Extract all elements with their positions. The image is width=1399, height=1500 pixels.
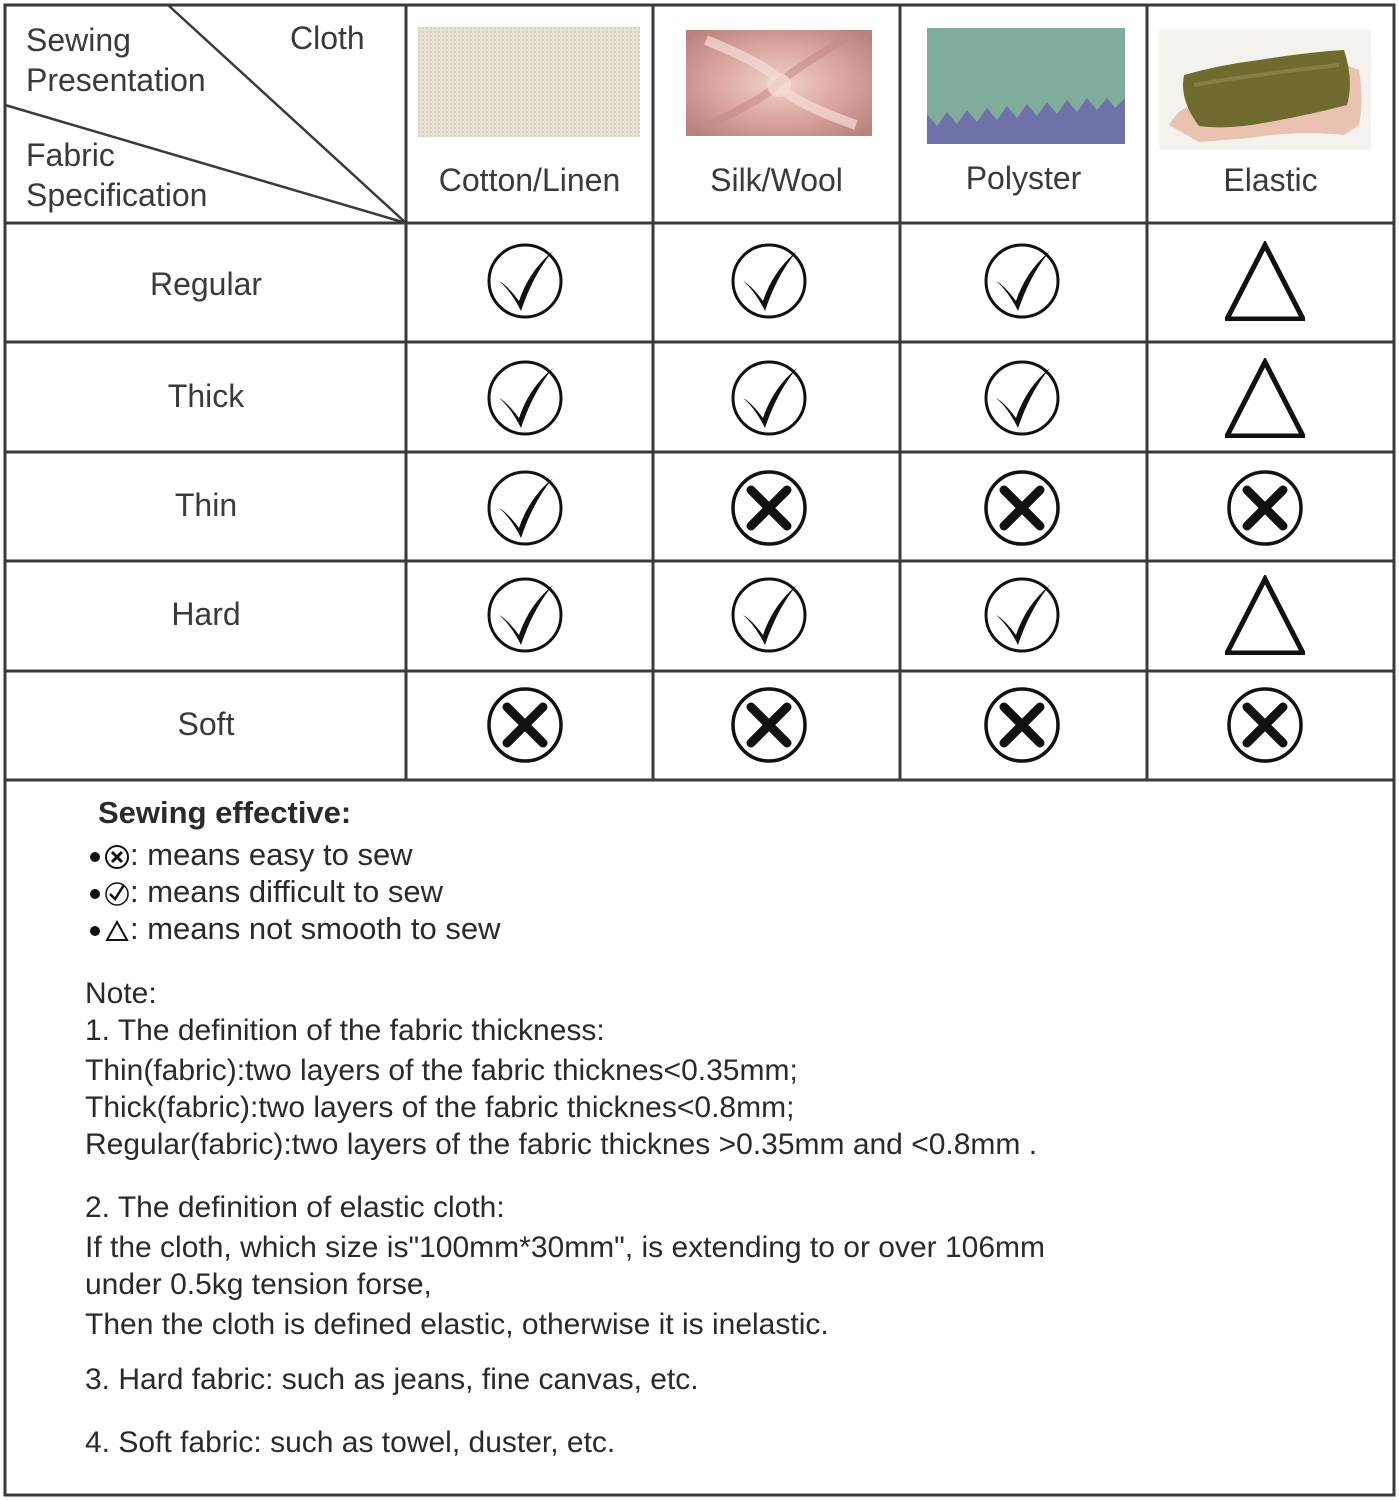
note-line: If the cloth, which size is"100mm*30mm", is extending to or over 106mm — [85, 1231, 1046, 1264]
cross-circle-icon — [1225, 685, 1305, 765]
notes-heading: Note: — [85, 977, 157, 1010]
cross-circle-icon — [485, 685, 565, 765]
row-label-regular: Regular — [149, 266, 263, 302]
check-circle-icon — [729, 358, 809, 438]
check-circle-icon — [104, 881, 130, 907]
column-label-polyester: Polyster — [965, 160, 1082, 196]
column-label-cotton-linen: Cotton/Linen — [438, 162, 621, 198]
bullet-icon — [90, 926, 100, 936]
cotton-linen-swatch — [418, 27, 640, 137]
note-line: Thin(fabric):two layers of the fabric thicknes<0.35mm; — [85, 1054, 798, 1087]
corner-top-left-label: Sewing Presentation — [26, 22, 206, 98]
column-label-elastic: Elastic — [1223, 162, 1318, 198]
cross-circle-icon — [1225, 468, 1305, 548]
elastic-swatch — [1159, 30, 1371, 150]
row-label-thick: Thick — [167, 378, 245, 414]
cross-circle-icon — [729, 685, 809, 765]
check-circle-icon — [485, 468, 565, 548]
cross-circle-icon — [729, 468, 809, 548]
note-line: Then the cloth is defined elastic, otherwise it is inelastic. — [85, 1308, 829, 1341]
cross-circle-icon — [104, 844, 130, 870]
note-line: 3. Hard fabric: such as jeans, fine canvas, etc. — [85, 1363, 699, 1396]
bullet-icon — [90, 852, 100, 862]
legend-item-difficult — [90, 874, 443, 912]
triangle-icon — [1225, 241, 1305, 321]
bullet-icon — [90, 889, 100, 899]
corner-top-right-label: Cloth — [290, 20, 365, 56]
row-label-hard: Hard — [171, 596, 241, 632]
check-circle-icon — [982, 241, 1062, 321]
legend-text-not-smooth: : means not smooth to sew — [130, 911, 501, 946]
check-circle-icon — [485, 575, 565, 655]
triangle-icon — [1225, 358, 1305, 438]
triangle-icon — [1225, 575, 1305, 655]
legend-text-difficult: : means difficult to sew — [130, 874, 444, 909]
note-line: 4. Soft fabric: such as towel, duster, etc. — [85, 1426, 616, 1459]
check-circle-icon — [485, 358, 565, 438]
triangle-icon — [104, 918, 130, 944]
row-label-soft: Soft — [177, 706, 235, 742]
column-label-silk-wool: Silk/Wool — [710, 162, 843, 198]
row-label-thin: Thin — [174, 487, 238, 523]
legend-item-not-smooth — [90, 911, 500, 949]
check-circle-icon — [485, 241, 565, 321]
check-circle-icon — [982, 575, 1062, 655]
note-line: 1. The definition of the fabric thickness: — [85, 1014, 605, 1047]
check-circle-icon — [729, 575, 809, 655]
note-line: 2. The definition of elastic cloth: — [85, 1191, 505, 1224]
cross-circle-icon — [982, 468, 1062, 548]
legend-text-easy: : means easy to sew — [130, 837, 413, 872]
note-line: Regular(fabric):two layers of the fabric thicknes >0.35mm and <0.8mm . — [85, 1128, 1038, 1161]
legend-item-easy — [90, 837, 413, 875]
note-line: under 0.5kg tension forse, — [85, 1268, 432, 1301]
corner-bottom-left-label: Fabric Specification — [26, 137, 208, 213]
silk-wool-swatch — [686, 30, 872, 136]
check-circle-icon — [982, 358, 1062, 438]
note-line: Thick(fabric):two layers of the fabric thicknes<0.8mm; — [85, 1091, 795, 1124]
check-circle-icon — [729, 241, 809, 321]
cross-circle-icon — [982, 685, 1062, 765]
legend-title: Sewing effective: — [98, 795, 352, 830]
polyester-swatch — [927, 28, 1125, 144]
